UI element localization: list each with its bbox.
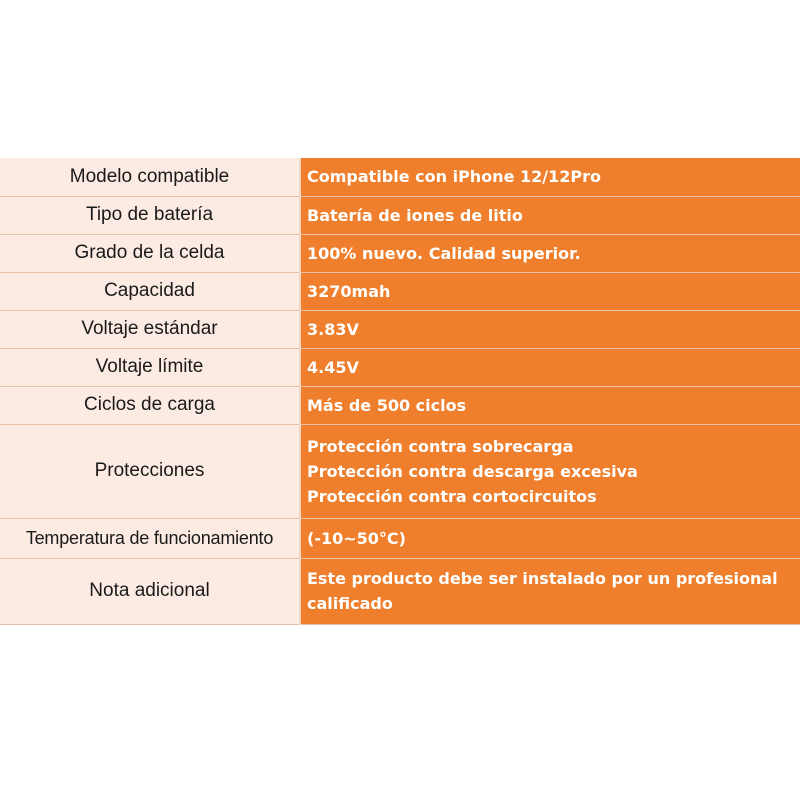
row-value-line: Protección contra descarga excesiva	[307, 461, 638, 481]
row-label: Modelo compatible	[0, 158, 300, 196]
table-row-charge-cycles	[0, 386, 800, 424]
table-row-capacity	[0, 272, 800, 310]
row-label: Voltaje estándar	[0, 310, 300, 348]
row-value-line: 3270mah	[307, 281, 391, 301]
row-value-line: 3.83V	[307, 319, 359, 339]
row-value	[300, 558, 800, 624]
row-value	[300, 196, 800, 234]
row-value	[300, 158, 800, 196]
row-value-line: 100% nuevo. Calidad superior.	[307, 243, 581, 263]
row-value-line: Este producto debe ser instalado por un profesional	[307, 569, 778, 588]
table-row-protections	[0, 424, 800, 518]
row-value	[300, 310, 800, 348]
row-label: Capacidad	[0, 272, 300, 310]
row-label: Ciclos de carga	[0, 386, 300, 424]
row-label: Grado de la celda	[0, 234, 300, 272]
row-value-line: Protección contra cortocircuitos	[307, 486, 597, 506]
table-row-cell-grade	[0, 234, 800, 272]
row-value	[300, 272, 800, 310]
battery-spec-table	[0, 158, 800, 625]
row-value-line: (-10~50°C)	[307, 528, 406, 548]
row-label: Nota adicional	[0, 558, 300, 624]
row-value-line: 4.45V	[307, 357, 359, 377]
row-value	[300, 518, 800, 558]
row-value-line: Más de 500 ciclos	[307, 395, 467, 415]
row-value-line: Batería de iones de litio	[307, 205, 523, 225]
row-value-line: calificado	[307, 594, 393, 613]
table-row-operating-temperature	[0, 518, 800, 558]
row-label: Protecciones	[0, 424, 300, 518]
row-value	[300, 234, 800, 272]
row-label: Voltaje límite	[0, 348, 300, 386]
row-value	[300, 386, 800, 424]
table-row-compatible-model	[0, 158, 800, 196]
row-label: Tipo de batería	[0, 196, 300, 234]
row-label: Temperatura de funcionamiento	[0, 518, 300, 558]
row-value-line: Protección contra sobrecarga	[307, 436, 574, 456]
row-value-line: Compatible con iPhone 12/12Pro	[307, 167, 601, 187]
table-row-standard-voltage	[0, 310, 800, 348]
row-value	[300, 424, 800, 518]
table-row-battery-type	[0, 196, 800, 234]
row-value	[300, 348, 800, 386]
table-row-additional-note	[0, 558, 800, 624]
table-row-limit-voltage	[0, 348, 800, 386]
